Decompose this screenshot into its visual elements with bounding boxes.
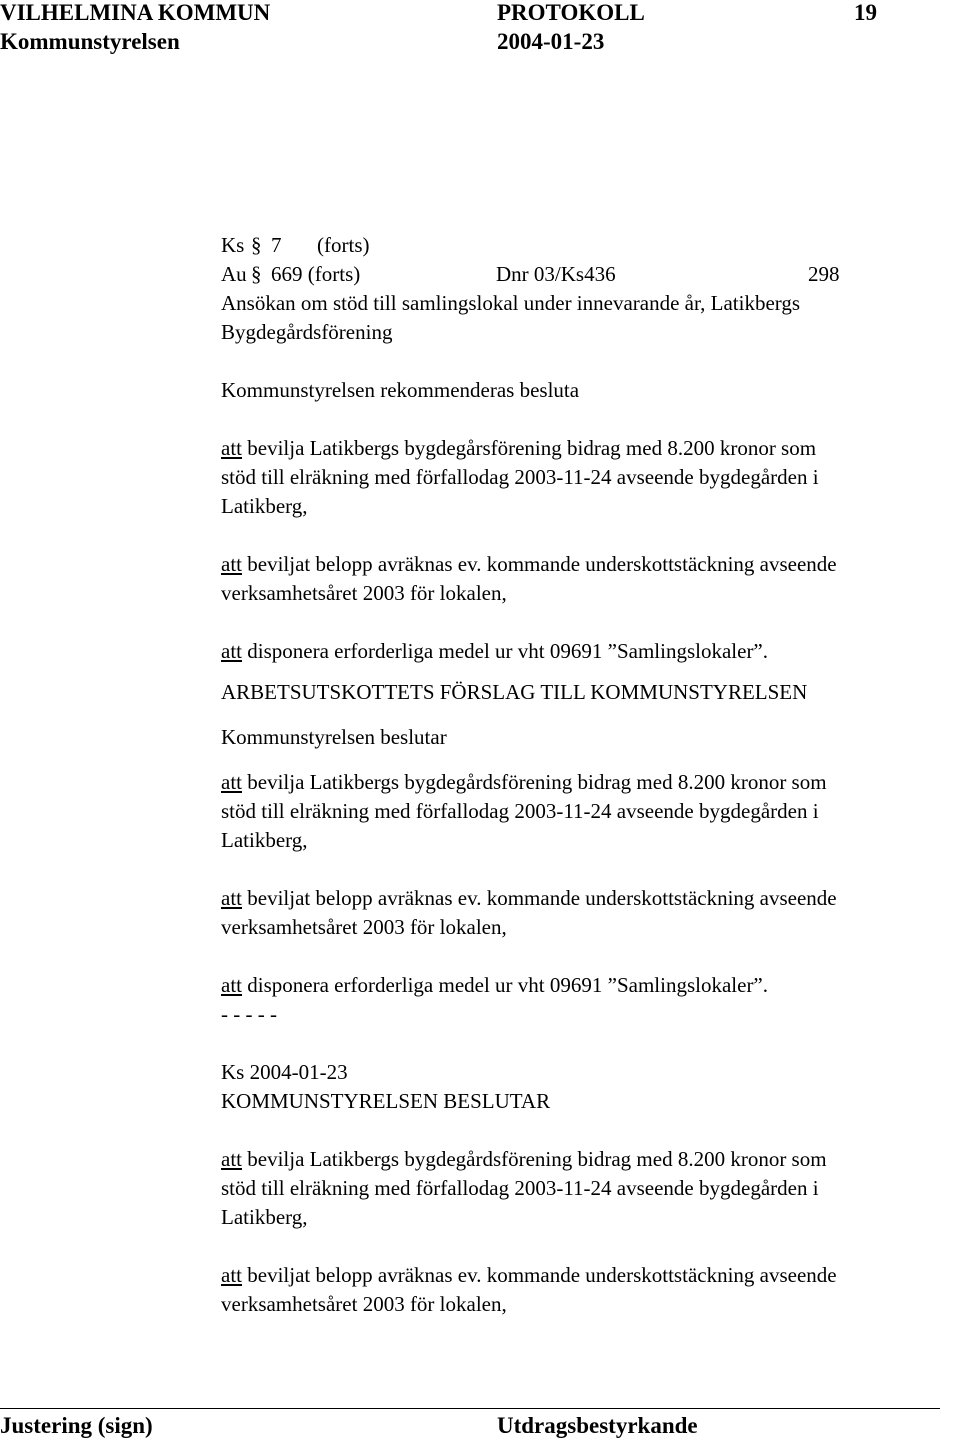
au-proposal-heading: ARBETSUTSKOTTETS FÖRSLAG TILL KOMMUNSTYRELSEN <box>221 680 808 704</box>
item-text: stöd till elräkning med förfallodag 2003-11-24 avseende bygdegården i <box>221 799 819 823</box>
item-text: disponera erforderliga medel ur vht 09691 ”Samlingslokaler”. <box>242 973 769 997</box>
protocol-body <box>221 231 960 1319</box>
au-number: 669 (forts) <box>271 262 361 286</box>
ks-decision-reference: Ks 2004-01-23 <box>221 1060 348 1084</box>
case-title-line: Ansökan om stöd till samlingslokal under innevarande år, Latikbergs <box>221 291 801 315</box>
item-text: verksamhetsåret 2003 för lokalen, <box>221 1292 507 1316</box>
decision-item <box>221 1261 960 1319</box>
municipality-name: VILHELMINA KOMMUN <box>0 0 271 25</box>
au-proposal-subheading: Kommunstyrelsen beslutar <box>221 725 447 749</box>
item-text: verksamhetsåret 2003 för lokalen, <box>221 915 507 939</box>
item-text: beviljat belopp avräknas ev. kommande underskottstäckning avseende <box>242 1263 837 1287</box>
item-text: beviljat belopp avräknas ev. kommande underskottstäckning avseende <box>242 552 837 576</box>
case-title-line: Bygdegårdsförening <box>221 320 393 344</box>
au-label: Au <box>221 262 247 286</box>
diary-number: Dnr 03/Ks436 <box>496 262 616 286</box>
meeting-date: 2004-01-23 <box>497 29 605 54</box>
section-symbol: § <box>251 262 262 286</box>
document-type: PROTOKOLL <box>497 0 645 25</box>
item-text: stöd till elräkning med förfallodag 2003-11-24 avseende bygdegården i <box>221 1176 819 1200</box>
recommendation-heading: Kommunstyrelsen rekommenderas besluta <box>221 378 580 402</box>
item-text: Latikberg, <box>221 1205 308 1229</box>
signature-label: Justering (sign) <box>0 1413 153 1438</box>
ks-reference <box>221 231 960 260</box>
att-keyword: att <box>221 886 242 910</box>
ks-forts: (forts) <box>317 233 370 257</box>
item-text: Latikberg, <box>221 494 308 518</box>
att-keyword: att <box>221 436 242 460</box>
decision-item <box>221 1145 960 1232</box>
item-text: disponera erforderliga medel ur vht 09691 ”Samlingslokaler”. <box>242 639 769 663</box>
document-number: 298 <box>808 262 840 286</box>
section-separator: - - - - - <box>221 1002 277 1026</box>
ks-decision-heading: KOMMUNSTYRELSEN BESLUTAR <box>221 1089 551 1113</box>
att-keyword: att <box>221 1147 242 1171</box>
att-keyword: att <box>221 1263 242 1287</box>
recommendation-item <box>221 637 960 666</box>
certification-label: Utdragsbestyrkande <box>497 1413 698 1438</box>
item-text: verksamhetsåret 2003 för lokalen, <box>221 581 507 605</box>
au-reference <box>221 260 960 289</box>
ks-label: Ks <box>221 233 245 257</box>
proposal-item <box>221 971 960 1000</box>
att-keyword: att <box>221 639 242 663</box>
ks-number: 7 <box>271 233 282 257</box>
committee-name: Kommunstyrelsen <box>0 29 180 54</box>
item-text: bevilja Latikbergs bygdegårdsförening bidrag med 8.200 kronor som <box>242 770 827 794</box>
recommendation-item <box>221 434 960 521</box>
proposal-item <box>221 884 960 942</box>
att-keyword: att <box>221 973 242 997</box>
page-number: 19 <box>854 0 877 25</box>
item-text: stöd till elräkning med förfallodag 2003-11-24 avseende bygdegården i <box>221 465 819 489</box>
item-text: Latikberg, <box>221 828 308 852</box>
item-text: bevilja Latikbergs bygdegårdsförening bidrag med 8.200 kronor som <box>242 1147 827 1171</box>
footer-rule <box>0 1408 940 1409</box>
att-keyword: att <box>221 770 242 794</box>
item-text: bevilja Latikbergs bygdegårsförening bidrag med 8.200 kronor som <box>242 436 817 460</box>
proposal-item <box>221 768 960 855</box>
recommendation-item <box>221 550 960 608</box>
section-symbol: § <box>251 233 262 257</box>
item-text: beviljat belopp avräknas ev. kommande underskottstäckning avseende <box>242 886 837 910</box>
att-keyword: att <box>221 552 242 576</box>
